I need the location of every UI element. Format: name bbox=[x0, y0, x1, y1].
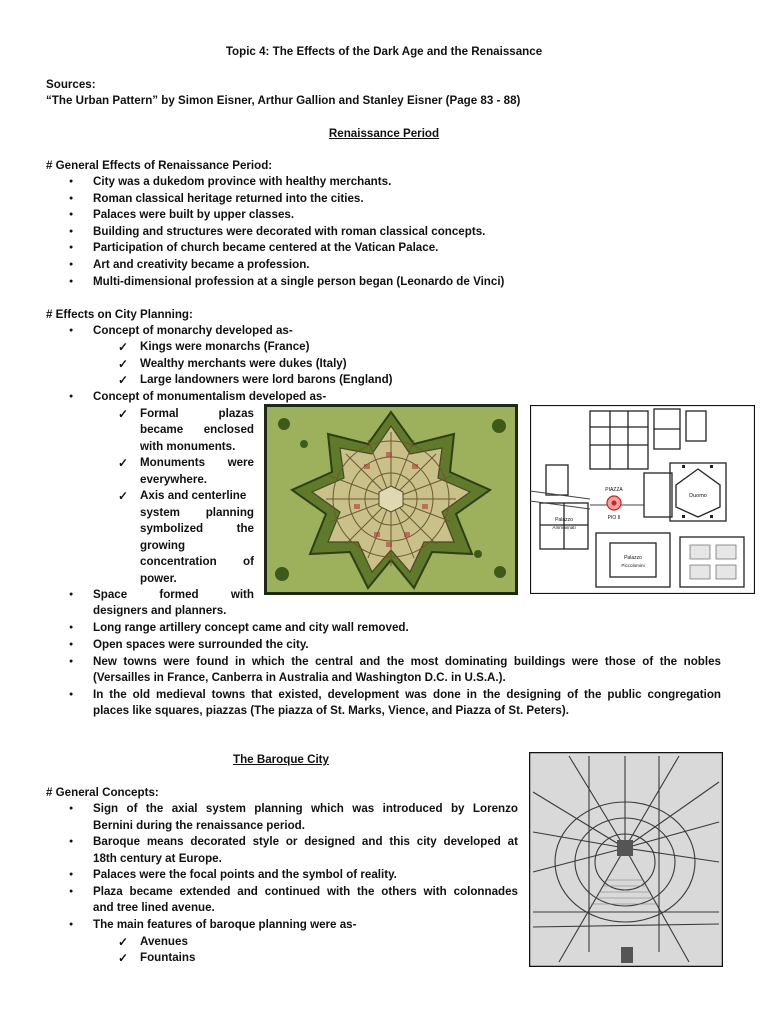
sources-text: “The Urban Pattern” by Simon Eisner, Arthur Gallion and Stanley Eisner (Page 83 - 88) bbox=[46, 94, 521, 107]
sub-list-line: symbolized the bbox=[140, 522, 254, 535]
list-item: Long range artillery concept came and city wall removed. bbox=[93, 621, 409, 634]
general-concepts-heading: # General Concepts: bbox=[46, 786, 159, 799]
sub-list-line: Axis and centerline bbox=[140, 489, 247, 502]
bullet: ● bbox=[69, 838, 74, 845]
bullet: ● bbox=[69, 393, 74, 400]
bullet: ● bbox=[69, 591, 74, 598]
sub-list-item: Fountains bbox=[140, 951, 196, 964]
list-item: Open spaces were surrounded the city. bbox=[93, 638, 309, 651]
map-label-duomo: Duomo bbox=[689, 493, 707, 499]
list-item: Plaza became extended and continued with the others with colonnades bbox=[93, 885, 518, 898]
list-item: Baroque means decorated style or designed and this city developed at bbox=[93, 835, 518, 848]
map-label-piazza: PIAZZA bbox=[605, 487, 623, 493]
bullet: ● bbox=[69, 641, 74, 648]
bullet: ● bbox=[69, 805, 74, 812]
bullet: ● bbox=[69, 624, 74, 631]
sub-list-item: Avenues bbox=[140, 935, 188, 948]
renaissance-heading: Renaissance Period bbox=[328, 127, 440, 140]
list-item-continued: Bernini during the renaissance period. bbox=[93, 819, 305, 832]
list-item-continued: places like squares, piazzas (The piazza of St. Marks, Vience, and Piazza of St. Peters). bbox=[93, 704, 569, 717]
sub-list-line: growing bbox=[140, 539, 186, 552]
map-label-palazzo-a2: Ammannati bbox=[552, 525, 576, 530]
sub-list-line: everywhere. bbox=[140, 473, 208, 486]
bullet: ● bbox=[69, 178, 74, 185]
bullet: ● bbox=[69, 327, 74, 334]
map-label-palazzo-a: Palazzo bbox=[555, 517, 573, 523]
sub-list-line: became enclosed bbox=[140, 423, 254, 436]
check-icon: ✓ bbox=[118, 357, 129, 371]
list-item: Building and structures were decorated with roman classical concepts. bbox=[93, 225, 486, 238]
sub-list-line: Formal plazas bbox=[140, 407, 254, 420]
bullet: ● bbox=[69, 278, 74, 285]
sub-list-item: Large landowners were lord barons (England) bbox=[140, 373, 393, 386]
list-item-continued: designers and planners. bbox=[93, 604, 227, 617]
check-icon: ✓ bbox=[118, 489, 129, 503]
check-icon: ✓ bbox=[118, 407, 129, 421]
bullet: ● bbox=[69, 871, 74, 878]
sub-list-item: Wealthy merchants were dukes (Italy) bbox=[140, 357, 347, 370]
list-item: Participation of church became centered at the Vatican Palace. bbox=[93, 241, 439, 254]
list-item: Art and creativity became a profession. bbox=[93, 258, 310, 271]
map-label-palazzo-b2: Piccolomini bbox=[621, 563, 645, 568]
bullet: ● bbox=[69, 658, 74, 665]
bullet: ● bbox=[69, 888, 74, 895]
list-item-continued: and tree lined avenue. bbox=[93, 901, 215, 914]
check-icon: ✓ bbox=[118, 951, 129, 965]
page-title: Topic 4: The Effects of the Dark Age and the Renaissance bbox=[225, 45, 543, 58]
check-icon: ✓ bbox=[118, 456, 129, 470]
star-fortress-image bbox=[264, 404, 518, 595]
list-item: City was a dukedom province with healthy merchants. bbox=[93, 175, 392, 188]
bullet: ● bbox=[69, 261, 74, 268]
check-icon: ✓ bbox=[118, 373, 129, 387]
piazza-plan-image bbox=[530, 405, 755, 594]
sub-list-line: concentration of bbox=[140, 555, 254, 568]
sub-list-line: with monuments. bbox=[140, 440, 236, 453]
list-item: Concept of monumentalism developed as- bbox=[93, 390, 327, 403]
list-item: Multi-dimensional profession at a single person began (Leonardo de Vinci) bbox=[93, 275, 505, 288]
list-item: Palaces were built by upper classes. bbox=[93, 208, 295, 221]
list-item: Space formed with bbox=[93, 588, 254, 601]
list-item-continued: 18th century at Europe. bbox=[93, 852, 222, 865]
sub-list-item: Kings were monarchs (France) bbox=[140, 340, 310, 353]
sub-list-line: system planning bbox=[140, 506, 254, 519]
city-planning-heading: # Effects on City Planning: bbox=[46, 308, 193, 321]
check-icon: ✓ bbox=[118, 935, 129, 949]
bullet: ● bbox=[69, 921, 74, 928]
list-item-continued: (Versailles in France, Canberra in Australia and Washington D.C. in U.S.A.). bbox=[93, 671, 506, 684]
list-item: Palaces were the focal points and the symbol of reality. bbox=[93, 868, 397, 881]
baroque-plan-sketch-image bbox=[529, 752, 723, 967]
bullet: ● bbox=[69, 211, 74, 218]
bullet: ● bbox=[69, 228, 74, 235]
map-label-pio: PIO II bbox=[607, 515, 621, 521]
general-effects-heading: # General Effects of Renaissance Period: bbox=[46, 159, 273, 172]
sub-list-line: power. bbox=[140, 572, 177, 585]
bullet: ● bbox=[69, 244, 74, 251]
baroque-heading: The Baroque City bbox=[233, 753, 329, 766]
list-item: In the old medieval towns that existed, development was done in the designing of the public congregation bbox=[93, 688, 721, 701]
map-label-palazzo-b: Palazzo bbox=[624, 555, 642, 561]
list-item: The main features of baroque planning were as- bbox=[93, 918, 357, 931]
check-icon: ✓ bbox=[118, 340, 129, 354]
bullet: ● bbox=[69, 195, 74, 202]
list-item: Sign of the axial system planning which was introduced by Lorenzo bbox=[93, 802, 518, 815]
bullet: ● bbox=[69, 691, 74, 698]
list-item: New towns were found in which the central and the most dominating buildings were those of the nobles bbox=[93, 655, 721, 668]
list-item: Roman classical heritage returned into the cities. bbox=[93, 192, 364, 205]
sources-label: Sources: bbox=[46, 78, 96, 91]
sub-list-line: Monuments were bbox=[140, 456, 254, 469]
list-item: Concept of monarchy developed as- bbox=[93, 324, 293, 337]
